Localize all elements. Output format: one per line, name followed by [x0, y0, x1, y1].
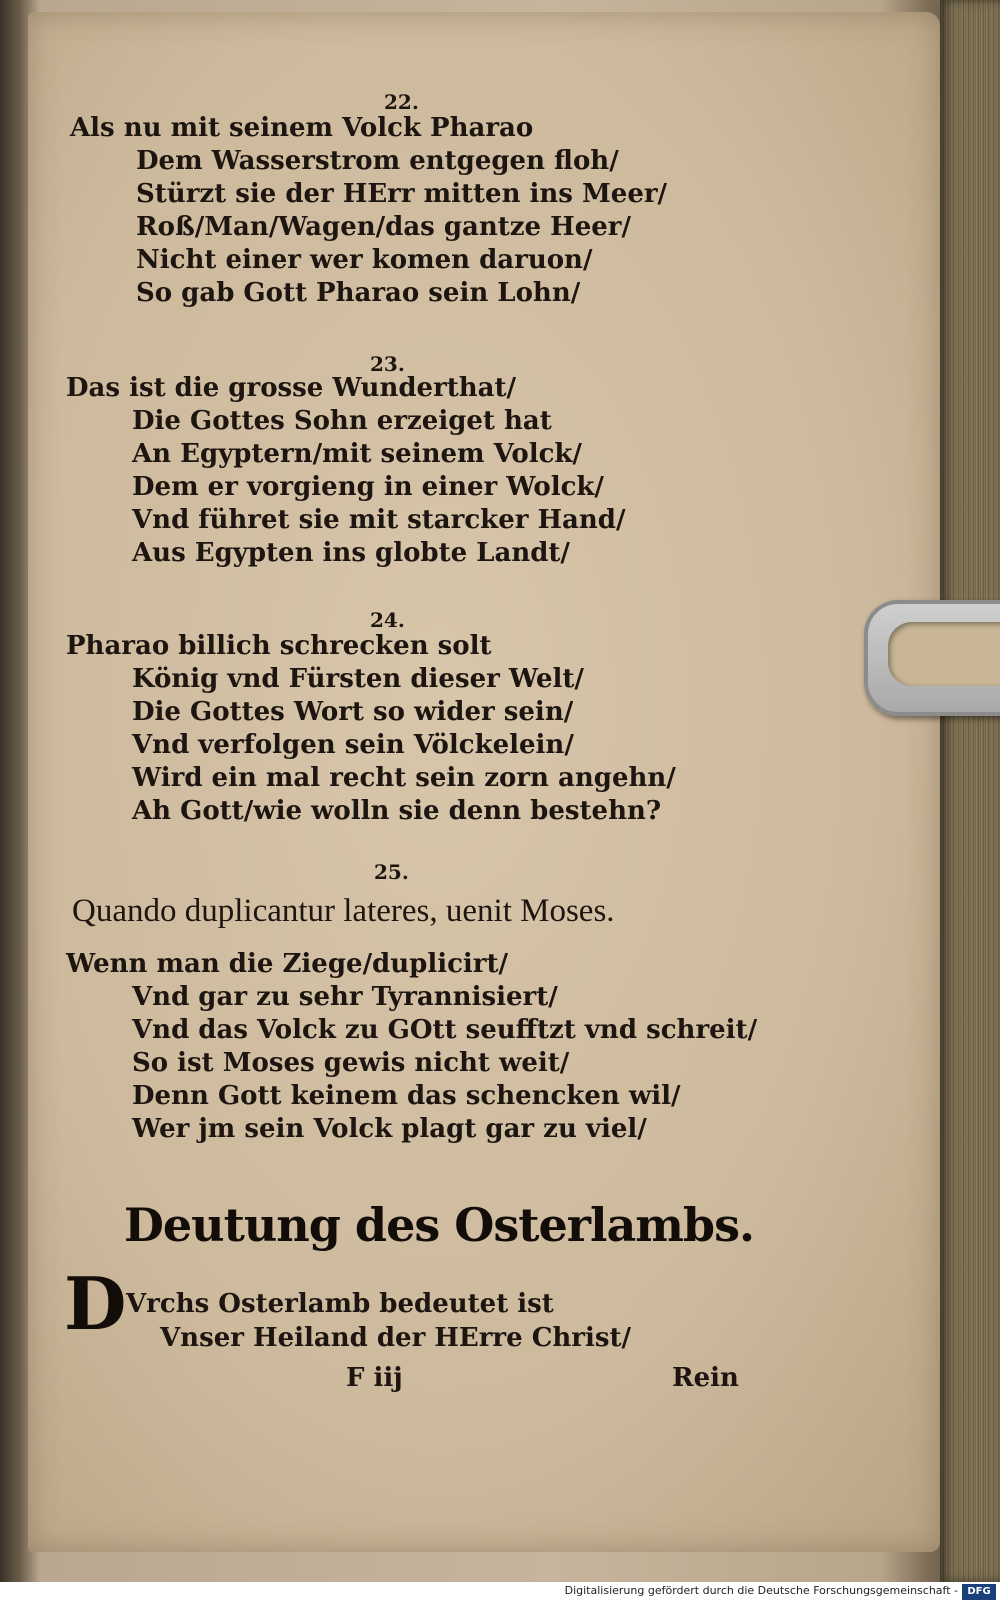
verse-line: Vnser Heiland der HErre Christ/ [160, 1323, 632, 1353]
section-heading: Deutung des Osterlambs. [124, 1198, 755, 1252]
verse-line: König vnd Fürsten dieser Welt/ [132, 664, 584, 694]
verse-line: Die Gottes Wort so wider sein/ [132, 697, 574, 727]
verse-line: So gab Gott Pharao sein Lohn/ [136, 278, 581, 308]
drop-initial: D [64, 1261, 127, 1346]
signature-mark: F iij [346, 1363, 403, 1393]
verse-line: Wenn man die Ziege/duplicirt/ [66, 949, 508, 979]
dfg-logo: DFG [962, 1584, 996, 1600]
verse-line: Pharao billich schrecken solt [66, 631, 492, 661]
verse-line: Wird ein mal recht sein zorn angehn/ [132, 763, 676, 793]
verse-line: Vnd führet sie mit starcker Hand/ [132, 505, 626, 535]
page-clip-opening [888, 622, 1000, 686]
verse-line: Denn Gott keinem das schencken wil/ [132, 1081, 681, 1111]
verse-line: Vnd das Volck zu GOtt seufftzt vnd schreit/ [132, 1015, 758, 1045]
verse-line: Als nu mit seinem Volck Pharao [70, 113, 534, 143]
verse-line: Stürzt sie der HErr mitten ins Meer/ [136, 179, 668, 209]
stanza-25 [66, 948, 757, 1146]
verse-line: Nicht einer wer komen daruon/ [136, 245, 593, 275]
verse-line: Das ist die grosse Wunderthat/ [66, 373, 517, 403]
stanza-23 [66, 372, 625, 570]
verse-line: Dem Wasserstrom entgegen floh/ [136, 146, 619, 176]
stanza-22 [70, 112, 667, 310]
digitization-credit: Digitalisierung gefördert durch die Deutsche Forschungsgemeinschaft - [564, 1584, 958, 1597]
verse-line: Ah Gott/wie wolln sie denn bestehn? [132, 796, 662, 826]
book-fore-edge [940, 0, 1000, 1582]
latin-motto: Quando duplicantur lateres, uenit Moses. [72, 893, 615, 929]
verse-line: Vnd verfolgen sein Völckelein/ [132, 730, 574, 760]
verse-line: Die Gottes Sohn erzeiget hat [132, 406, 552, 436]
verse-line: Wer jm sein Volck plagt gar zu viel/ [132, 1114, 647, 1144]
stanza-24 [66, 630, 676, 828]
verse-line: Aus Egypten ins globte Landt/ [132, 538, 570, 568]
catchword: Rein [672, 1363, 739, 1393]
stanza-number-24: 24. [370, 608, 405, 632]
verse-line: Dem er vorgieng in einer Wolck/ [132, 472, 604, 502]
verse-line: Vnd gar zu sehr Tyrannisiert/ [132, 982, 558, 1012]
stanza-number-23: 23. [370, 352, 405, 376]
verse-line: An Egyptern/mit seinem Volck/ [132, 439, 582, 469]
page-clip [864, 600, 1000, 716]
verse-line: So ist Moses gewis nicht weit/ [132, 1048, 570, 1078]
stanza-number-25: 25. [374, 860, 409, 884]
verse-line: Roß/Man/Wagen/das gantze Heer/ [136, 212, 631, 242]
verse-line: Vrchs Osterlamb bedeutet ist [126, 1289, 554, 1319]
page-number: 22. [384, 90, 419, 114]
